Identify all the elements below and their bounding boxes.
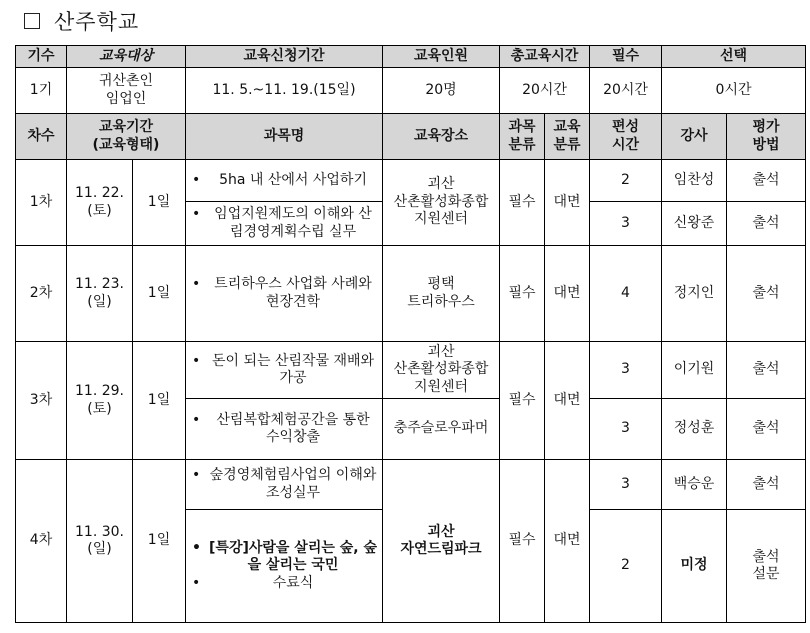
date-cell: 11. 30. (일) xyxy=(67,460,133,623)
edu-type-cell: 대면 xyxy=(545,246,590,342)
round-cell: 4차 xyxy=(16,460,67,623)
lecturer-cell: 정성훈 xyxy=(662,399,727,460)
summary-value-row xyxy=(16,68,806,114)
summary-value-cell: 1기 xyxy=(16,68,67,114)
evaluation-cell: 출석 xyxy=(727,160,806,202)
summary-header-cell: 기수 xyxy=(16,46,67,68)
subject-item: • [특강]사람을 살리는 숲, 숲을 살리는 국민 xyxy=(208,540,378,575)
edu-type-cell: 대면 xyxy=(545,342,590,460)
table-row xyxy=(16,160,806,202)
subject-cell xyxy=(186,342,383,399)
summary-value-cell: 0시간 xyxy=(662,68,806,114)
schedule-table xyxy=(15,45,806,623)
evaluation-cell: 출석 xyxy=(727,202,806,246)
days-cell: 1일 xyxy=(133,160,186,246)
subject-item: • 돈이 되는 산림작물 재배와 가공 xyxy=(208,353,378,388)
hours-cell: 2 xyxy=(590,510,662,623)
place-cell: 괴산 산촌활성화종합 지원센터 xyxy=(383,342,500,399)
col-header-hours: 편성 시간 xyxy=(590,114,662,160)
title-row xyxy=(24,6,139,36)
days-cell: 1일 xyxy=(133,342,186,460)
hours-cell: 2 xyxy=(590,160,662,202)
subject-item: • 5ha 내 산에서 사업하기 xyxy=(208,172,378,190)
summary-header-cell: 교육인원 xyxy=(383,46,500,68)
summary-value-cell: 20시간 xyxy=(500,68,590,114)
page-title: 산주학교 xyxy=(54,10,140,34)
summary-header-row xyxy=(16,46,806,68)
subject-type-cell: 필수 xyxy=(500,460,545,623)
evaluation-cell: 출석 xyxy=(727,342,806,399)
place-cell: 충주슬로우파머 xyxy=(383,399,500,460)
subject-item: • 트리하우스 사업화 사례와 현장견학 xyxy=(208,276,378,311)
hours-cell: 3 xyxy=(590,399,662,460)
evaluation-cell: 출석 xyxy=(727,246,806,342)
detail-header-row xyxy=(16,114,806,160)
summary-value-cell: 20명 xyxy=(383,68,500,114)
summary-value-cell: 귀산촌인 임업인 xyxy=(67,68,186,114)
col-header-place: 교육장소 xyxy=(383,114,500,160)
lecturer-cell: 신왕준 xyxy=(662,202,727,246)
lecturer-cell: 임찬성 xyxy=(662,160,727,202)
evaluation-cell: 출석 설문 xyxy=(727,510,806,623)
place-cell: 괴산 산촌활성화종합 지원센터 xyxy=(383,160,500,246)
col-header-subject: 과목명 xyxy=(186,114,383,160)
subject-type-cell: 필수 xyxy=(500,342,545,460)
col-header-period: 교육기간 (교육형태) xyxy=(67,114,186,160)
checkbox-icon xyxy=(24,13,40,29)
col-header-evaluation: 평가 방법 xyxy=(727,114,806,160)
round-cell: 2차 xyxy=(16,246,67,342)
date-cell: 11. 23. (일) xyxy=(67,246,133,342)
subject-item: • 산림복합체험공간을 통한 수익창출 xyxy=(208,412,378,447)
subject-type-cell: 필수 xyxy=(500,246,545,342)
lecturer-cell: 미정 xyxy=(662,510,727,623)
date-cell: 11. 22. (토) xyxy=(67,160,133,246)
table-row xyxy=(16,460,806,510)
summary-header-cell: 교육신청기간 xyxy=(186,46,383,68)
evaluation-cell: 출석 xyxy=(727,399,806,460)
summary-header-cell: 총교육시간 xyxy=(500,46,590,68)
col-header-edu-type: 교육 분류 xyxy=(545,114,590,160)
subject-cell xyxy=(186,510,383,623)
summary-header-cell: 선택 xyxy=(662,46,806,68)
place-cell: 괴산 자연드림파크 xyxy=(383,460,500,623)
evaluation-cell: 출석 xyxy=(727,460,806,510)
table-row xyxy=(16,342,806,399)
subject-item: • 임업지원제도의 이해와 산림경영계획수립 실무 xyxy=(208,206,378,241)
subject-item: • 수료식 xyxy=(208,575,378,593)
date-cell: 11. 29. (토) xyxy=(67,342,133,460)
place-cell: 평택 트리하우스 xyxy=(383,246,500,342)
edu-type-cell: 대면 xyxy=(545,160,590,246)
days-cell: 1일 xyxy=(133,246,186,342)
subject-cell xyxy=(186,246,383,342)
subject-cell xyxy=(186,399,383,460)
col-header-subject-type: 과목 분류 xyxy=(500,114,545,160)
subject-cell xyxy=(186,460,383,510)
col-header-lecturer: 강사 xyxy=(662,114,727,160)
hours-cell: 4 xyxy=(590,246,662,342)
table-row xyxy=(16,246,806,342)
subject-type-cell: 필수 xyxy=(500,160,545,246)
summary-header-cell: 교육대상 xyxy=(67,46,186,68)
subject-cell xyxy=(186,202,383,246)
summary-header-cell: 필수 xyxy=(590,46,662,68)
summary-value-cell: 20시간 xyxy=(590,68,662,114)
days-cell: 1일 xyxy=(133,460,186,623)
col-header-round: 차수 xyxy=(16,114,67,160)
lecturer-cell: 백승운 xyxy=(662,460,727,510)
round-cell: 3차 xyxy=(16,342,67,460)
hours-cell: 3 xyxy=(590,202,662,246)
round-cell: 1차 xyxy=(16,160,67,246)
subject-cell xyxy=(186,160,383,202)
edu-type-cell: 대면 xyxy=(545,460,590,623)
summary-value-cell: 11. 5.~11. 19.(15일) xyxy=(186,68,383,114)
subject-item: • 숲경영체험림사업의 이해와 조성실무 xyxy=(208,467,378,502)
hours-cell: 3 xyxy=(590,342,662,399)
lecturer-cell: 정지인 xyxy=(662,246,727,342)
hours-cell: 3 xyxy=(590,460,662,510)
lecturer-cell: 이기원 xyxy=(662,342,727,399)
